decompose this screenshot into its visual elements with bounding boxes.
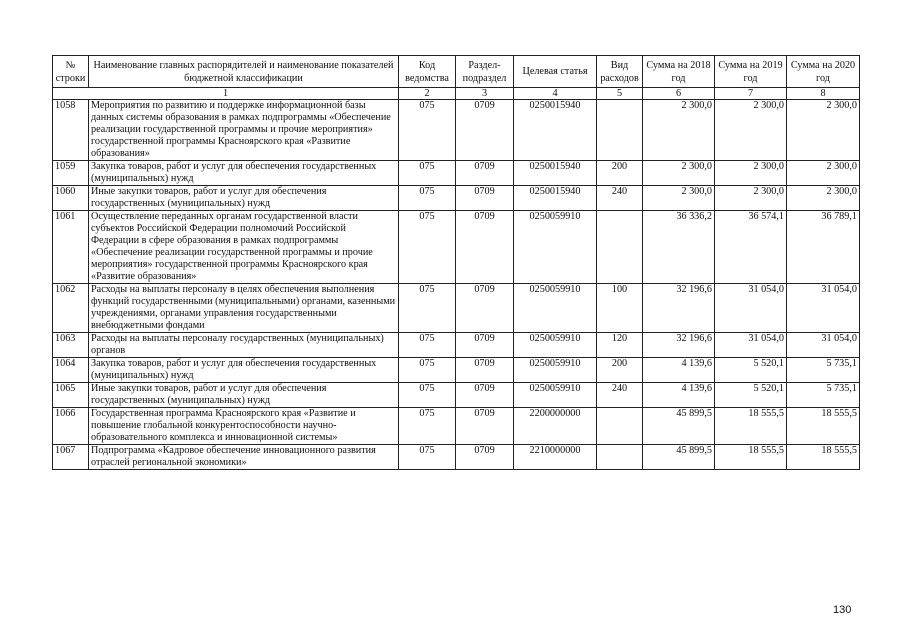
column-number-row	[53, 88, 860, 100]
row-department-code: 075	[399, 358, 456, 383]
row-sum-2020: 18 555,5	[787, 445, 860, 470]
row-name: Закупка товаров, работ и услуг для обеспечения государственных (муниципальных) нужд	[89, 358, 399, 383]
row-section: 0709	[456, 100, 514, 161]
row-sum-2018: 32 196,6	[643, 333, 715, 358]
row-sum-2019: 18 555,5	[715, 408, 787, 445]
row-expense-type: 120	[597, 333, 643, 358]
row-target-article: 0250059910	[514, 333, 597, 358]
column-number: 5	[597, 88, 643, 100]
table-row	[53, 333, 860, 358]
row-sum-2018: 2 300,0	[643, 186, 715, 211]
row-sum-2018: 45 899,5	[643, 445, 715, 470]
table-row	[53, 100, 860, 161]
row-expense-type: 240	[597, 186, 643, 211]
row-section: 0709	[456, 445, 514, 470]
row-department-code: 075	[399, 161, 456, 186]
budget-table	[52, 55, 860, 470]
row-sum-2020: 2 300,0	[787, 100, 860, 161]
column-number: 4	[514, 88, 597, 100]
row-department-code: 075	[399, 211, 456, 284]
row-sum-2019: 2 300,0	[715, 100, 787, 161]
row-number: 1065	[53, 383, 89, 408]
table-row	[53, 445, 860, 470]
row-department-code: 075	[399, 383, 456, 408]
row-target-article: 0250015940	[514, 161, 597, 186]
row-sum-2020: 2 300,0	[787, 186, 860, 211]
header-expense-type: Вид расходов	[597, 56, 643, 88]
row-expense-type	[597, 408, 643, 445]
table-row	[53, 161, 860, 186]
row-name: Мероприятия по развитию и поддержке информационной базы данных системы образования в рамках подпрограммы «Обеспечение реализации государственной программы и прочие мероприятия» государственной программы Красноярского края «Развитие образования»	[89, 100, 399, 161]
header-target-article: Целевая статья	[514, 56, 597, 88]
row-name: Закупка товаров, работ и услуг для обеспечения государственных (муниципальных) нужд	[89, 161, 399, 186]
row-target-article: 2210000000	[514, 445, 597, 470]
row-target-article: 0250059910	[514, 211, 597, 284]
row-target-article: 0250059910	[514, 358, 597, 383]
row-section: 0709	[456, 408, 514, 445]
row-name: Иные закупки товаров, работ и услуг для обеспечения государственных (муниципальных) нужд	[89, 186, 399, 211]
row-sum-2020: 31 054,0	[787, 333, 860, 358]
row-expense-type: 240	[597, 383, 643, 408]
table-header-row	[53, 56, 860, 88]
row-target-article: 2200000000	[514, 408, 597, 445]
row-number: 1064	[53, 358, 89, 383]
table-row	[53, 186, 860, 211]
table-row	[53, 408, 860, 445]
row-section: 0709	[456, 383, 514, 408]
header-row-number: № строки	[53, 56, 89, 88]
row-expense-type	[597, 445, 643, 470]
table-row	[53, 358, 860, 383]
row-target-article: 0250059910	[514, 284, 597, 333]
row-number: 1063	[53, 333, 89, 358]
table-row	[53, 284, 860, 333]
row-name: Осуществление переданных органам государственной власти субъектов Российской Федерации полномочий Российской Федерации в сфере образования в рамках подпрограммы «Обеспечение реализации государственной программы и прочие мероприятия» государственной программы Красноярского края «Развитие образования»	[89, 211, 399, 284]
row-number: 1059	[53, 161, 89, 186]
row-sum-2020: 31 054,0	[787, 284, 860, 333]
row-expense-type	[597, 100, 643, 161]
row-sum-2018: 2 300,0	[643, 100, 715, 161]
row-number: 1062	[53, 284, 89, 333]
row-sum-2020: 18 555,5	[787, 408, 860, 445]
header-sum-2019: Сумма на 2019 год	[715, 56, 787, 88]
row-number: 1060	[53, 186, 89, 211]
row-target-article: 0250015940	[514, 100, 597, 161]
row-target-article: 0250059910	[514, 383, 597, 408]
row-department-code: 075	[399, 333, 456, 358]
row-expense-type: 100	[597, 284, 643, 333]
column-number: 8	[787, 88, 860, 100]
row-expense-type: 200	[597, 358, 643, 383]
row-sum-2019: 31 054,0	[715, 333, 787, 358]
row-sum-2018: 2 300,0	[643, 161, 715, 186]
row-expense-type: 200	[597, 161, 643, 186]
row-name: Расходы на выплаты персоналу в целях обеспечения выполнения функций государственными (муниципальными) органами, казенными учреждениями, органами управления государственными внебюджетными фондами	[89, 284, 399, 333]
row-sum-2019: 2 300,0	[715, 161, 787, 186]
row-target-article: 0250015940	[514, 186, 597, 211]
row-department-code: 075	[399, 445, 456, 470]
row-name: Иные закупки товаров, работ и услуг для обеспечения государственных (муниципальных) нужд	[89, 383, 399, 408]
row-sum-2020: 36 789,1	[787, 211, 860, 284]
row-sum-2020: 5 735,1	[787, 358, 860, 383]
row-sum-2019: 18 555,5	[715, 445, 787, 470]
header-department-code: Код ведомства	[399, 56, 456, 88]
row-sum-2020: 2 300,0	[787, 161, 860, 186]
row-sum-2019: 2 300,0	[715, 186, 787, 211]
row-sum-2018: 4 139,6	[643, 383, 715, 408]
column-number: 7	[715, 88, 787, 100]
table-row	[53, 211, 860, 284]
table-row	[53, 383, 860, 408]
row-department-code: 075	[399, 284, 456, 333]
row-sum-2019: 5 520,1	[715, 358, 787, 383]
row-name: Подпрограмма «Кадровое обеспечение инновационного развития отраслей региональной экономики»	[89, 445, 399, 470]
row-section: 0709	[456, 161, 514, 186]
row-section: 0709	[456, 333, 514, 358]
column-number: 2	[399, 88, 456, 100]
row-number: 1066	[53, 408, 89, 445]
row-sum-2018: 4 139,6	[643, 358, 715, 383]
row-sum-2019: 31 054,0	[715, 284, 787, 333]
row-sum-2018: 32 196,6	[643, 284, 715, 333]
row-sum-2018: 36 336,2	[643, 211, 715, 284]
row-section: 0709	[456, 211, 514, 284]
row-sum-2018: 45 899,5	[643, 408, 715, 445]
row-section: 0709	[456, 186, 514, 211]
row-name: Расходы на выплаты персоналу государственных (муниципальных) органов	[89, 333, 399, 358]
row-department-code: 075	[399, 100, 456, 161]
row-number: 1061	[53, 211, 89, 284]
row-sum-2020: 5 735,1	[787, 383, 860, 408]
row-department-code: 075	[399, 408, 456, 445]
header-sum-2018: Сумма на 2018 год	[643, 56, 715, 88]
row-section: 0709	[456, 358, 514, 383]
header-name: Наименование главных распорядителей и наименование показателей бюджетной классификации	[89, 56, 399, 88]
row-number: 1067	[53, 445, 89, 470]
column-number: 1	[53, 88, 399, 100]
page-number: 130	[833, 604, 852, 616]
row-section: 0709	[456, 284, 514, 333]
row-name: Государственная программа Красноярского края «Развитие и повышение глобальной конкурентоспособности научно-образовательного комплекса и инновационной системы»	[89, 408, 399, 445]
column-number: 6	[643, 88, 715, 100]
row-department-code: 075	[399, 186, 456, 211]
row-sum-2019: 5 520,1	[715, 383, 787, 408]
row-sum-2019: 36 574,1	[715, 211, 787, 284]
header-sum-2020: Сумма на 2020 год	[787, 56, 860, 88]
row-number: 1058	[53, 100, 89, 161]
row-expense-type	[597, 211, 643, 284]
header-section: Раздел-подраздел	[456, 56, 514, 88]
column-number: 3	[456, 88, 514, 100]
